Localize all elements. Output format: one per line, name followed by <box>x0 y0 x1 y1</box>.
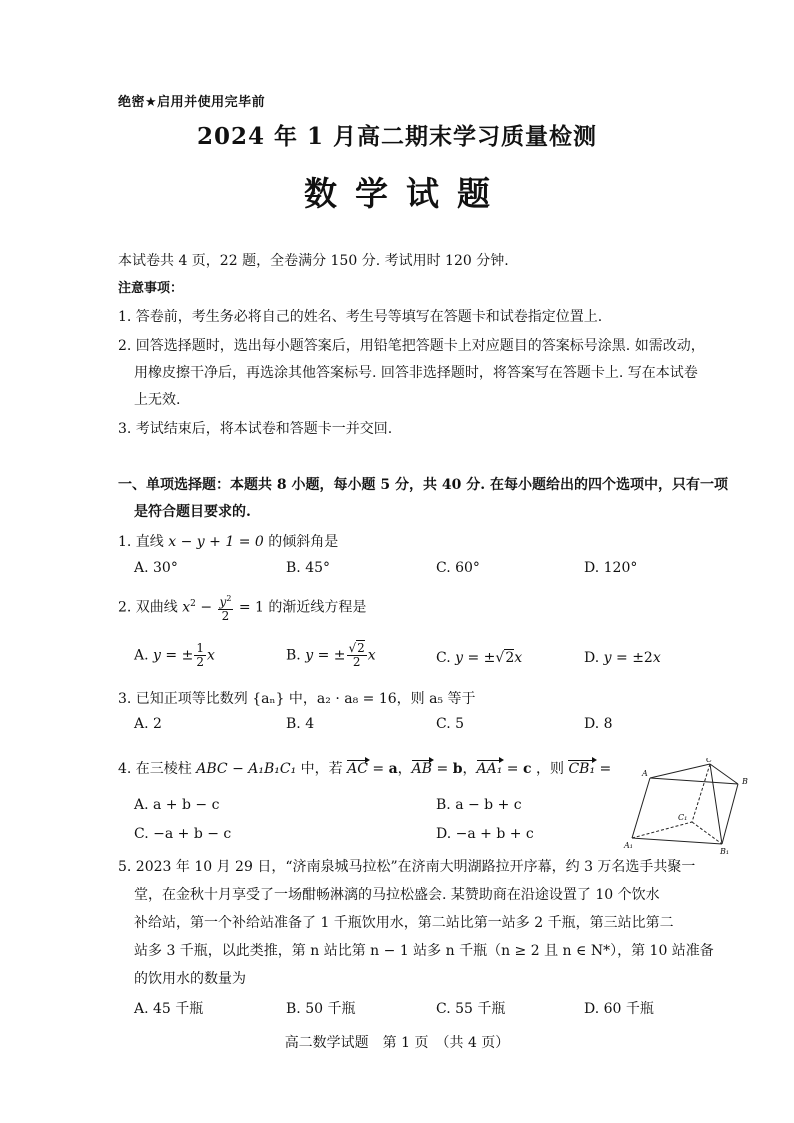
q1-option-c: C. 60° <box>436 560 480 576</box>
q4-option-b: B. a − b + c <box>436 797 522 813</box>
q5-option-b: B. 50 千瓶 <box>286 1001 356 1017</box>
q3-option-a: A. 2 <box>134 716 162 732</box>
q2-option-c: C. y = ±√2x <box>436 650 523 666</box>
q3-option-b: B. 4 <box>286 716 315 732</box>
question-3: 3. 已知正项等比数列 {aₙ} 中，a₂ · a₈ = 16，则 a₅ 等于 <box>118 691 476 707</box>
subject-title: 数学试题 <box>304 174 508 213</box>
intro-line: 本试卷共 4 页，22 题，全卷满分 150 分. 考试用时 120 分钟. <box>118 253 509 269</box>
q5-option-d: D. 60 千瓶 <box>584 1001 654 1017</box>
question-5-line-2: 堂，在金秋十月享受了一场酣畅淋漓的马拉松盛会. 某赞助商在沿途设置了 10 个饮水 <box>134 887 660 903</box>
notice-title: 注意事项： <box>118 281 184 296</box>
q1-equation: x − y + 1 = 0 <box>168 534 264 550</box>
question-2: 2. 双曲线 $x^2$ − $\frac{y^2}{2}$ = 1 的渐近线方程是 <box>118 594 367 623</box>
notice-item-2: 2. 回答选择题时，选出每小题答案后，用铅笔把答题卡上对应题目的答案标号涂黑. 如需改动， <box>118 338 705 354</box>
q2-option-d: D. y = ±2x <box>584 650 661 666</box>
section-heading: 一、单项选择题：本题共 8 小题，每小题 5 分，共 40 分. 在每小题给出的四个选项中，只有一项 <box>118 477 728 493</box>
label-b1: B₁ <box>720 847 730 856</box>
question-5-line-3: 补给站，第一个补给站准备了 1 千瓶饮用水，第二站比第一站多 2 千瓶，第三站比第二 <box>134 915 674 931</box>
label-b: B <box>742 777 748 786</box>
label-a: A <box>642 769 648 778</box>
label-c: C <box>706 758 713 764</box>
notice-item-2-cont2: 上无效. <box>134 392 181 408</box>
q1-prefix: 1. 直线 <box>118 534 169 550</box>
q3-option-c: C. 5 <box>436 716 465 732</box>
q2-prefix: 2. 双曲线 <box>118 599 183 616</box>
question-5-line-5: 的饮用水的数量为 <box>134 971 246 987</box>
exam-title: 2024 年 1 月高二期末学习质量检测 <box>196 123 598 150</box>
label-c1: C₁ <box>678 813 688 822</box>
confidential-label: 绝密★启用并使用完毕前 <box>118 95 266 110</box>
notice-item-3: 3. 考试结束后，将本试卷和答题卡一并交回. <box>118 421 393 437</box>
question-1 <box>118 531 338 551</box>
section-heading-cont: 是符合题目要求的. <box>134 504 251 520</box>
q4-option-c: C. −a + b − c <box>134 826 232 842</box>
q5-option-c: C. 55 千瓶 <box>436 1001 506 1017</box>
q2-suffix: 的渐近线方程是 <box>263 599 367 616</box>
q2-fraction: $\frac{y^2}{2}$ <box>219 594 232 623</box>
q1-option-b: B. 45° <box>286 560 331 576</box>
q4-option-d: D. −a + b + c <box>436 826 534 842</box>
q1-option-d: D. 120° <box>584 560 638 576</box>
q5-option-a: A. 45 千瓶 <box>134 1001 204 1017</box>
q2-option-a: A. y = ± $\frac{1}{2}$ x <box>134 641 215 669</box>
notice-item-1: 1. 答卷前，考生务必将自己的姓名、考生号等填写在答题卡和试卷指定位置上. <box>118 309 603 325</box>
question-4: 4. 在三棱柱 ABC − A₁B₁C₁ 中，若 AC = a，AB = b，AA₁ = c ，则 CB₁ = <box>118 761 612 777</box>
q2-option-b: B. y = ± $\frac{√2}{2}$ x <box>286 641 376 669</box>
page-footer: 高二数学试题 第 1 页 （共 4 页） <box>284 1035 510 1051</box>
prism-figure <box>620 758 760 858</box>
question-5-line-4: 站多 3 千瓶，以此类推，第 n 站比第 n − 1 站多 n 千瓶（n ≥ 2 且 n ∈ N*），第 10 站准备 <box>134 943 714 959</box>
q3-option-d: D. 8 <box>584 716 613 732</box>
notice-item-2-cont: 用橡皮擦干净后，再选涂其他答案标号. 回答非选择题时，将答案写在答题卡上. 写在本试卷 <box>134 365 698 381</box>
label-a1: A₁ <box>624 841 633 850</box>
q1-option-a: A. 30° <box>134 560 178 576</box>
q1-suffix: 的倾斜角是 <box>263 534 339 550</box>
question-5-line-1: 5. 2023 年 10 月 29 日，“济南泉城马拉松”在济南大明湖路拉开序幕，约 3 万名选手共聚一 <box>118 859 696 875</box>
q4-prism: ABC − A₁B₁C₁ <box>196 761 297 777</box>
q4-option-a: A. a + b − c <box>134 797 220 813</box>
